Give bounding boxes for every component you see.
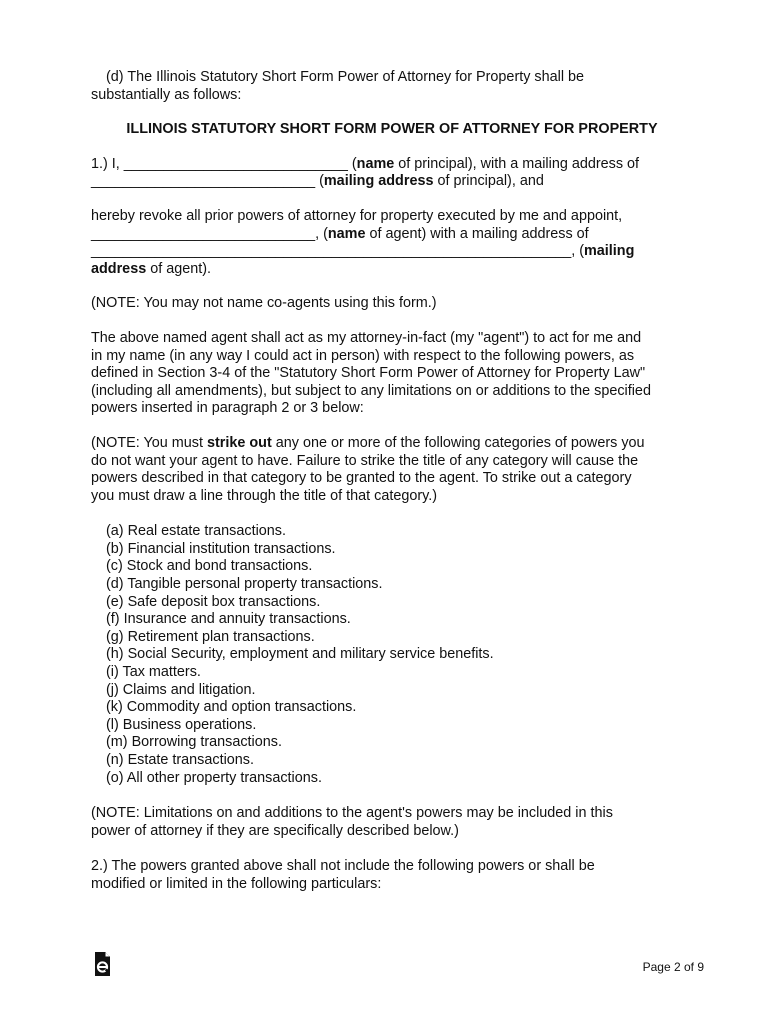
paragraph-line: powers described in that category to be granted to the agent. To strike out a category [91,470,632,487]
principal-address-line: ____________________________ (mailing address of principal), and [91,173,544,190]
agent-powers-paragraph [91,330,691,418]
list-item: (d) Tangible personal property transactions. [106,576,383,593]
list-item: (j) Claims and litigation. [106,681,256,698]
list-item: (e) Safe deposit box transactions. [106,593,321,610]
power-categories-list [91,523,691,787]
list-item: (i) Tax matters. [106,664,201,681]
list-item: (a) Real estate transactions. [106,523,286,540]
paragraph-line: power of attorney if they are specifically described below.) [91,822,459,839]
list-item: (h) Social Security, employment and military service benefits. [106,646,494,663]
paragraph-line: (NOTE: Limitations on and additions to the agent's powers may be included in this [91,805,613,822]
principal-line: 1.) I, ____________________________ (name of principal), with a mailing address of [91,155,640,172]
note-strike-out [91,435,691,505]
paragraph-line: do not want your agent to have. Failure to strike the title of any category will cause the [91,452,639,469]
page-number: Page 2 of 9 [642,960,704,974]
note-limitations [91,805,691,840]
list-item: (m) Borrowing transactions. [106,734,282,751]
list-item: (l) Business operations. [106,716,257,733]
document-e-logo-icon [93,951,112,977]
limitations-paragraph [91,858,691,893]
paragraph-line: The above named agent shall act as my attorney-in-fact (my "agent") to act for me and [91,329,642,346]
list-item: (c) Stock and bond transactions. [106,558,313,575]
paragraph-line: (including all amendments), but subject to any limitations on or additions to the specified [91,382,651,399]
intro-line: substantially as follows: [91,86,242,103]
paragraph-line: 2.) The powers granted above shall not include the following powers or shall be [91,858,595,875]
list-item: (n) Estate transactions. [106,752,254,768]
list-item: (o) All other property transactions. [106,769,322,786]
revoke-line: hereby revoke all prior powers of attorney for property executed by me and appoint, [91,207,623,224]
list-item: (f) Insurance and annuity transactions. [106,611,351,628]
list-item: (k) Commodity and option transactions. [106,699,357,716]
paragraph-line: modified or limited in the following particulars: [91,875,382,892]
list-item: (b) Financial institution transactions. [106,540,336,557]
intro-line: (d) The Illinois Statutory Short Form Power of Attorney for Property shall be [106,69,585,85]
paragraph-line: powers inserted in paragraph 2 or 3 below: [91,400,364,417]
paragraph-line: you must draw a line through the title of that category.) [91,487,438,504]
list-item: (g) Retirement plan transactions. [106,628,315,645]
paragraph-line: (NOTE: You must strike out any one or more of the following categories of powers you [91,434,645,451]
paragraph-line: in my name (in any way I could act in person) with respect to the following powers, as [91,347,635,364]
document-body [91,69,691,894]
agent-address-line: ____________________________________________________________, (mailing [91,243,635,260]
form-heading: ILLINOIS STATUTORY SHORT FORM POWER OF ATTORNEY FOR PROPERTY [126,121,658,138]
note-co-agents: (NOTE: You may not name co-agents using this form.) [91,295,437,312]
paragraph-line: defined in Section 3-4 of the "Statutory Short Form Power of Attorney for Property Law" [91,365,646,382]
agent-address-line-end: address of agent). [91,260,212,277]
agent-name-line: ____________________________, (name of agent) with a mailing address of [91,225,589,242]
